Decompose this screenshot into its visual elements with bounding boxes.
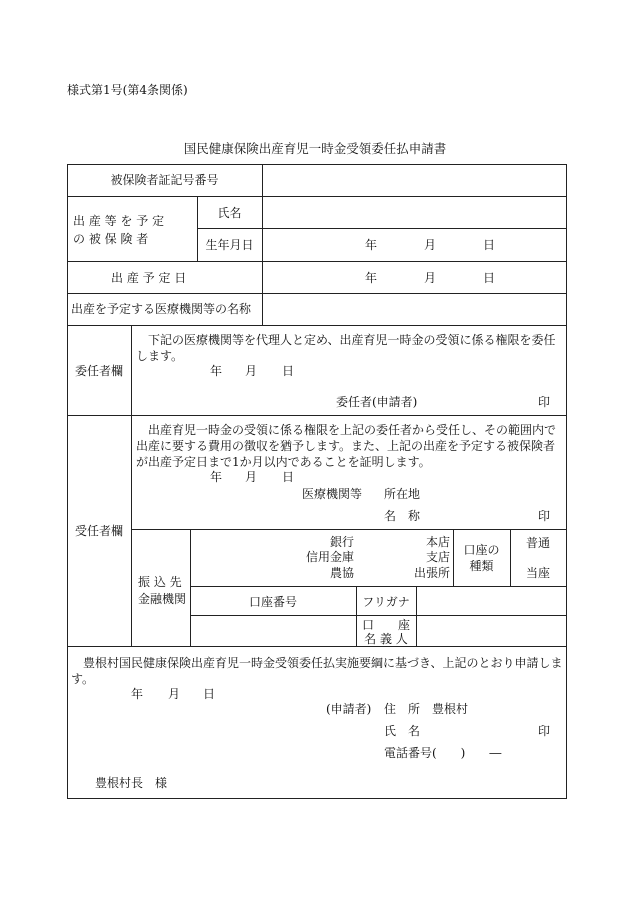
table-rule <box>453 529 454 586</box>
bank-label-line1: 振 込 先 <box>138 575 182 589</box>
name-label: 氏名 <box>217 206 242 220</box>
application-month-label: 月 <box>168 687 181 701</box>
table-rule <box>131 529 567 530</box>
birth-year-label: 年 <box>365 238 378 252</box>
delegator-seal-mark: 印 <box>538 395 551 409</box>
facility-name-label: 名 称 <box>384 509 421 523</box>
account-number-label: 口座番号 <box>248 595 297 609</box>
applicant-phone-label: 電話番号( ) ― <box>384 746 502 760</box>
birth-day-label: 日 <box>483 238 496 252</box>
bank-type-agri: 農協 <box>329 566 354 580</box>
account-type-label-line2: 種類 <box>469 559 494 573</box>
form-number-label: 様式第1号(第4条関係) <box>67 83 188 97</box>
delegatee-seal-mark: 印 <box>538 509 551 523</box>
account-kind-current: 当座 <box>525 566 550 580</box>
table-border-top <box>67 164 567 165</box>
insured-person-label-line2: の 被 保 険 者 <box>73 232 149 246</box>
applicant-label: (申請者) <box>326 702 372 716</box>
account-holder-label-line2: 名 義 人 <box>364 632 408 646</box>
delegator-day-label: 日 <box>282 364 295 378</box>
delegator-year-label: 年 <box>210 364 223 378</box>
table-rule <box>190 615 567 616</box>
table-rule <box>67 415 567 416</box>
applicant-address-value: 豊根村 <box>432 702 469 716</box>
table-rule <box>67 293 567 294</box>
table-rule <box>190 586 567 587</box>
branch-head: 本店 <box>425 535 450 549</box>
facility-label: 出産を予定する医療機関等の名称 <box>71 302 252 316</box>
table-border-bottom <box>67 798 567 799</box>
application-year-label: 年 <box>131 687 144 701</box>
table-rule <box>416 586 417 646</box>
application-statement: 豊根村国民健康保険出産育児一時金受領委任払実施要綱に基づき、上記のとおり申請します。 <box>71 656 563 686</box>
birth-month-label: 月 <box>424 238 437 252</box>
account-kind-ordinary: 普通 <box>525 536 550 550</box>
table-border-right <box>566 164 567 798</box>
bank-type-bank: 銀行 <box>329 535 354 549</box>
table-rule <box>67 646 567 647</box>
delegator-signer-label: 委任者(申請者) <box>336 395 418 409</box>
table-rule <box>67 325 567 326</box>
table-border-left <box>67 164 68 798</box>
insured-person-label-line1: 出 産 等 を 予 定 <box>73 214 165 228</box>
insured-number-label: 被保険者証記号番号 <box>110 173 219 187</box>
delegator-month-label: 月 <box>245 364 258 378</box>
branch-office: 支店 <box>425 550 450 564</box>
bank-label-line2: 金融機関 <box>138 592 187 606</box>
table-rule <box>197 228 567 229</box>
delegatee-statement: 出産育児一時金の受領に係る権限を上記の委任者から受任し、その範囲内で出産に要する費用の徴収を猶予します。また、上記の出産を予定する被保険者が出産予定日まで1か月以内であることを証明します。 <box>136 423 557 469</box>
table-rule <box>67 261 567 262</box>
account-holder-label-line1: 口 座 <box>361 618 410 632</box>
medical-facility-label: 医療機関等 <box>302 487 363 501</box>
birth-date-label: 生年月日 <box>205 238 254 252</box>
recipient-label: 豊根村長 様 <box>95 776 168 790</box>
delegatee-year-label: 年 <box>210 470 223 484</box>
delegatee-day-label: 日 <box>282 470 295 484</box>
due-month-label: 月 <box>424 271 437 285</box>
delegatee-month-label: 月 <box>245 470 258 484</box>
due-year-label: 年 <box>365 271 378 285</box>
table-rule <box>67 196 567 197</box>
bank-type-credit: 信用金庫 <box>305 550 354 564</box>
table-rule <box>131 325 132 646</box>
document-title: 国民健康保険出産育児一時金受領委任払申請書 <box>183 141 447 156</box>
delegatee-label: 受任者欄 <box>74 524 123 538</box>
facility-address-label: 所在地 <box>384 487 421 501</box>
due-date-label: 出 産 予 定 日 <box>111 271 187 285</box>
applicant-seal-mark: 印 <box>538 724 551 738</box>
delegator-statement: 下記の医療機関等を代理人と定め、出産育児一時金の受領に係る権限を委任します。 <box>136 333 556 363</box>
due-day-label: 日 <box>483 271 496 285</box>
applicant-name-label: 氏 名 <box>384 724 421 738</box>
furigana-label: フリガナ <box>362 595 410 609</box>
table-rule <box>262 164 263 325</box>
delegator-label: 委任者欄 <box>74 364 123 378</box>
table-rule <box>197 196 198 261</box>
account-type-label-line1: 口座の <box>463 543 500 557</box>
branch-sub: 出張所 <box>413 566 450 580</box>
applicant-address-label: 住 所 <box>384 702 421 716</box>
application-day-label: 日 <box>203 687 216 701</box>
